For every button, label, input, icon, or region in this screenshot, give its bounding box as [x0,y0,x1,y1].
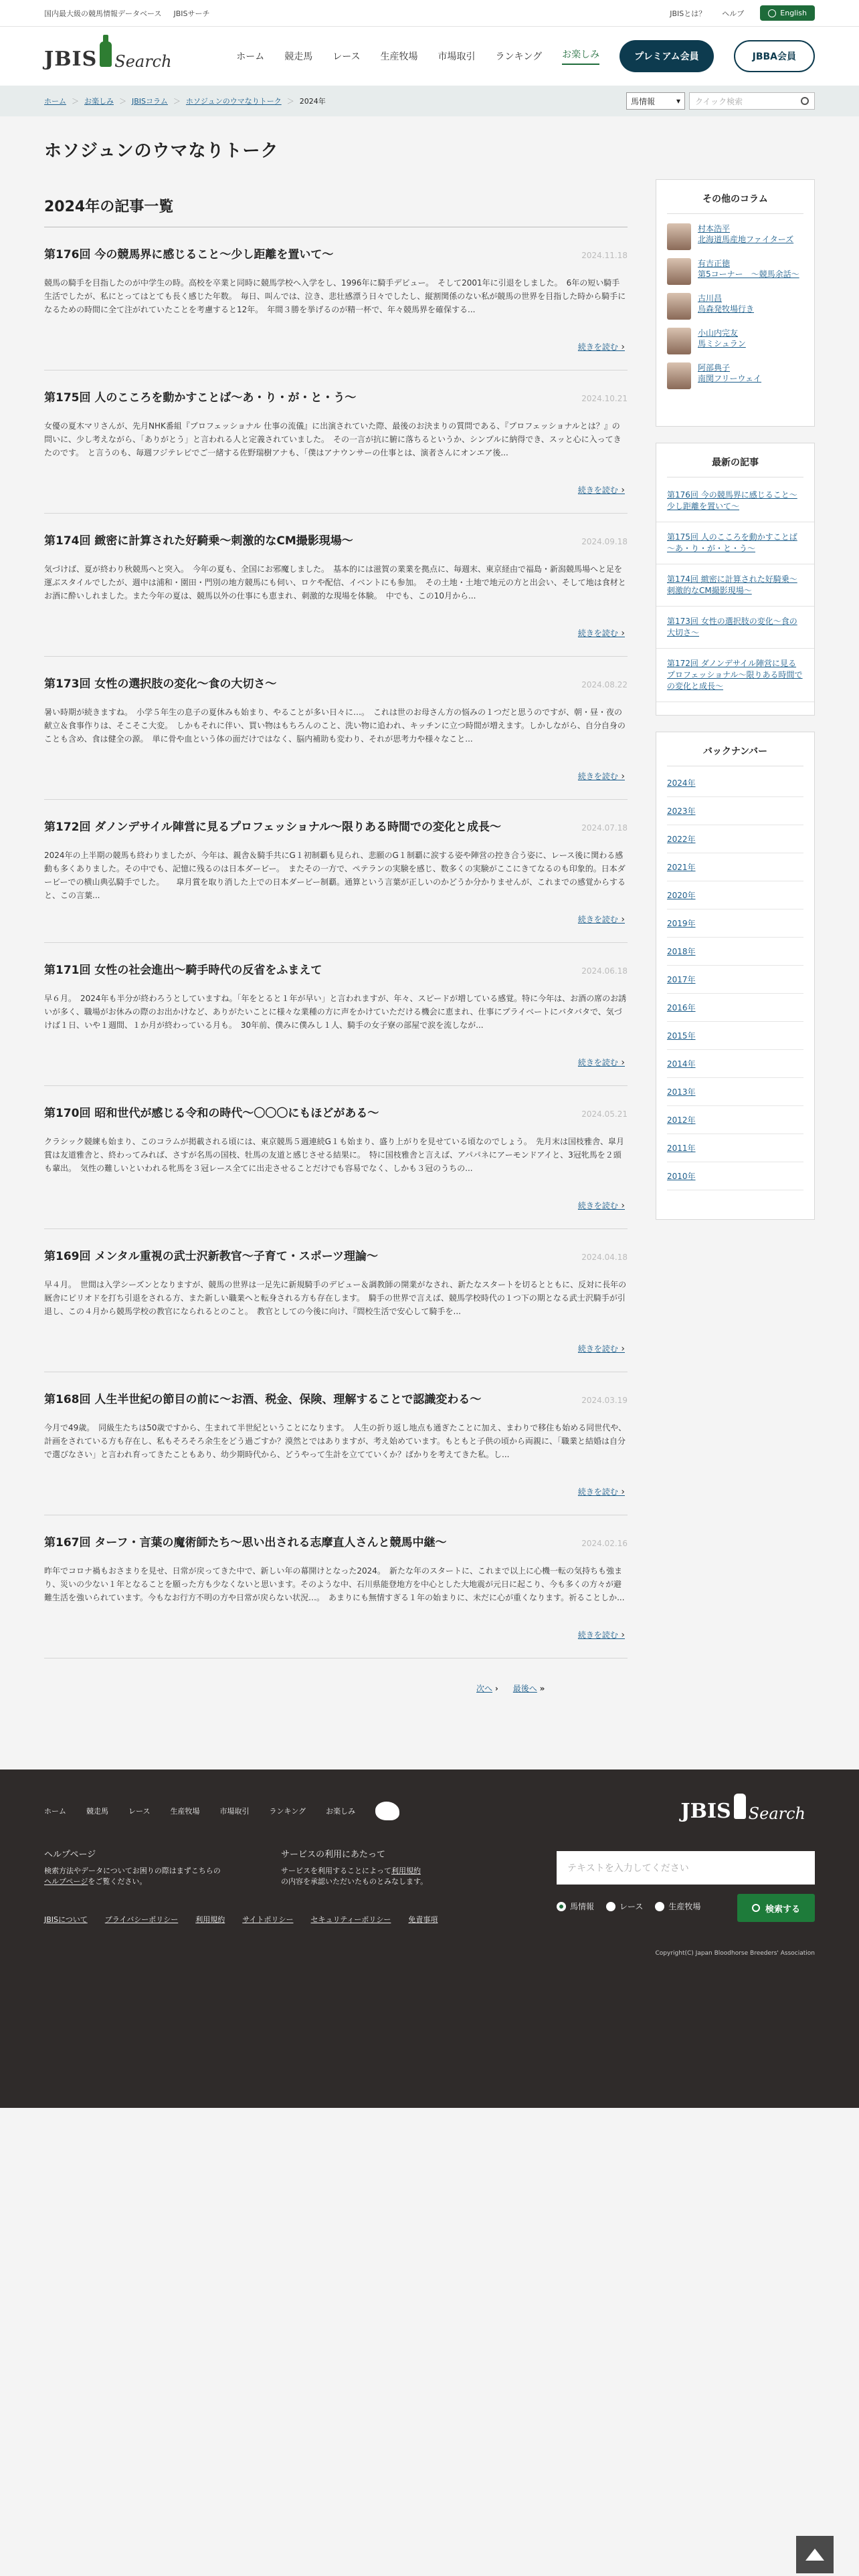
nav-farms[interactable]: 生産牧場 [380,51,418,62]
footer-nav-ranking[interactable]: ランキング [269,1807,306,1816]
footer-link-disclaimer[interactable]: 免責事項 [408,1915,438,1924]
footer-notice-title: サービスの利用にあたって [281,1850,386,1860]
pager-last[interactable]: 最後へ » [512,1684,545,1693]
article-excerpt: 早４月。 世間は入学シーズンとなりますが、競馬の世界は一足先に新規騎手のデビュー＆調教師の開業がなされ、新たなスタートを切るとともに、反対に長年の厩舎にピリオドを打ち引退をされる方、また新しい職業へと転身される方も存在します。 騎手の世界で言えば、競馬学校時代の１つ下の期となる武士沢騎手が引退し、この４月から競馬学校の教官になられるとのこと。 教官としての今後に向け、『間校生活で安心して騎手を... [44,1280,627,1316]
article-title[interactable]: 第173回 女性の選択肢の変化～食の大切さ～ [44,677,277,691]
article-date: 2024.08.22 [581,680,628,689]
footer-help-title: ヘルプページ [44,1850,96,1860]
read-more-link[interactable]: 続きを読む › [578,1200,625,1211]
read-more-link[interactable]: 続きを読む › [578,484,625,496]
site-logo[interactable] [44,41,172,71]
read-more-link[interactable]: 続きを読む › [578,1486,625,1497]
nav-fun[interactable]: お楽しみ [562,47,599,65]
backnumber-year-link[interactable]: 2011年 [667,1134,803,1162]
column-item[interactable] [656,324,814,358]
footer-nav-home[interactable]: ホーム [44,1807,66,1816]
backnumber-title: バックナンバー [667,732,803,766]
twitter-icon[interactable] [375,1802,399,1820]
article-item [44,943,628,1086]
article-date: 2024.05.21 [581,1109,628,1119]
backnumber-box [656,732,815,1220]
pagination [476,1683,545,1694]
article-excerpt: クラシック競練も始まり、このコラムが掲載される頃には、東京競馬５週連続G１も始まり、盛り上がりを見せている頃なのでしょう。 先月末は国枝雅舎、皐月賞は友道雅舎と、終わってみれば、さすが名馬の国枝、牡馬の友道と感じさせる結果に。 特に国枝雅舎と言えば、アパパネにアーモンドアイと、3冠牝馬を２頭も輩出。 気性の難しいといわれる牝馬を３冠レース全てに出走させることだけでも容易でなく、しかも３冠のうちの... [44,1137,624,1173]
crumb-column[interactable]: JBISコラム [132,97,168,106]
backnumber-year-link[interactable]: 2020年 [667,881,803,909]
article-title[interactable]: 第167回 ターフ・言葉の魔術師たち～思い出される志摩直人さんと競馬中継～ [44,1536,447,1549]
radio-race[interactable]: レース [606,1901,643,1912]
bottle-icon [734,1794,746,1819]
footer-notice: サービスの利用にあたって サービスを利用することによって利用規約 の内容を承認いただいたものとみなします。 [281,1850,482,1887]
footer-help-link[interactable]: ヘルプページ [44,1877,88,1886]
globe-icon [768,9,776,17]
column-item[interactable] [656,358,814,393]
nav-market[interactable]: 市場取引 [438,51,476,62]
pager-next[interactable]: 次へ › [476,1684,498,1693]
article-item [44,370,628,514]
logo-main: JBIS [44,47,98,71]
column-title[interactable]: 烏森発牧場行き [698,304,755,314]
latest-article-link[interactable]: 第176回 今の競馬界に感じること～少し距離を置いて～ [656,480,814,522]
read-more-link[interactable]: 続きを読む › [578,627,625,639]
article-title[interactable]: 第169回 メンタル重視の武士沢新教官～子育て・スポーツ理論～ [44,1250,379,1263]
logo-sub: Search [114,52,172,71]
footer [0,1769,859,2108]
article-excerpt: 2024年の上半期の競馬も終わりましたが、今年は、親舎＆騎手共にG１初制覇も見られ、悲願のG１制覇に涙する姿や陣営の控き合う姿に、レース後に関わる感動も多くありました。その中でも、記憶に残るのは日本ダービー。 またその一方で、ペテランの実験を感じ、数多くの実験がここにきてなるのも印象的。日本ダービーでの横山典弘騎手でした。 皐月賞を取り消した上での日本ダービー制覇。通算という言葉が正しいのかどうか分かりませんが、これまでの感覚からすると、この言葉... [44,851,626,900]
arrow-up-icon [805,2549,824,2561]
latest-article-link[interactable]: 第173回 女性の選択肢の変化～食の大切さ～ [656,607,814,649]
help-link[interactable]: ヘルプ [722,9,745,18]
article-date: 2024.02.16 [581,1539,628,1548]
premium-member-button[interactable]: プレミアム会員 [619,40,713,72]
footer-nav-fun[interactable]: お楽しみ [326,1807,356,1816]
article-item [44,1229,628,1372]
latest-article-link[interactable]: 第172回 ダノンデサイル陣営に見るプロフェッショナル～限りある時間での変化と成長～ [656,649,814,702]
search-icon[interactable] [801,97,809,105]
article-title[interactable]: 第176回 今の競馬界に感じること～少し距離を置いて～ [44,248,334,261]
bottle-icon [100,41,112,67]
article-item [44,1372,628,1515]
footer-link-site-policy[interactable]: サイトポリシー [242,1915,294,1924]
backnumber-year-link[interactable]: 2022年 [667,825,803,853]
crumb-fun[interactable]: お楽しみ [84,97,114,106]
article-excerpt: 暑い時期が続きますね。 小学５年生の息子の夏休みも始まり、やることが多い日々に…。 これは世のお母さん方の悩みの１つだと思うのですが、朝・昼・夜の献立＆食事作りは、そこそこ大変。 しかもそれに伴い、買い物はもちろんのこと、洗い物に追われ、キッチンに立つ時間が増えます。しかしながら、自分自身のことも含め、食は健全の源。 単に骨や血という体の面だけではなく、脳内補助も変わり、それが思考力や様々なこと... [44,708,626,744]
backnumber-year-link[interactable]: 2014年 [667,1050,803,1078]
footer-search-input[interactable] [557,1851,815,1885]
latest-title: 最新の記事 [667,443,803,477]
english-button[interactable] [760,5,815,21]
article-item [44,227,628,370]
back-to-top-button[interactable] [796,2536,834,2573]
article-excerpt: 競馬の騎手を目指したのが中学生の時。高校を卒業と同時に競馬学校へ入学をし、1996年に騎手デビュー。 そして2001年に引退をしました。 6年の短い騎手生活でしたが、私にとってはとても長く感じた年数。 毎日、叫んでは、泣き、悲壮感漂う日々でしたし、縦割関係のない私が競馬の世界を目指した時から騎手になるための時間に全て注がれていたことを考慮すると12年。 年間３勝を挙げるのが精一杯で、年々競馬界を確保する... [44,278,626,314]
nav-ranking[interactable]: ランキング [495,51,543,62]
footer-links [44,1914,438,1925]
section-title: 2024年の記事一覧 [44,195,628,227]
top-bar [0,0,859,27]
article-date: 2024.07.18 [581,823,628,833]
column-author[interactable]: 小山内完友 [698,328,739,338]
footer-link-terms[interactable]: 利用規約 [195,1915,225,1924]
article-item [44,657,628,800]
radio-horse[interactable]: 馬情報 [557,1901,594,1912]
footer-link-about[interactable]: JBISについて [44,1915,88,1924]
latest-article-link[interactable]: 第175回 人のこころを動かすことば～あ・り・が・と・う～ [656,522,814,564]
avatar [667,293,691,320]
article-date: 2024.11.18 [581,251,628,260]
footer-terms-link[interactable]: 利用規約 [391,1866,421,1875]
search-icon [752,1904,760,1912]
backnumber-year-link[interactable]: 2019年 [667,909,803,938]
article-excerpt: 早６月。 2024年も半分が終わろうとしていますね。「年をとると１年が早い」と言われますが、年々、スピードが増している感覚。特に今年は、お酒の席のお誘いが多く、職場がお休みの際のお出かけなど、ありがたいことに様々な業種の方に声をかけていただける機会に恵まれ、仕事にプライベートにバタバタで、気づけば１日、いや１週間、１か月が終わっている月も。 30年前、僕みに僕みし１人、騎手の女子寮の部屋で涙を流しなが... [44,994,627,1030]
radio-dot [557,1902,566,1911]
backnumber-year-link[interactable]: 2021年 [667,853,803,881]
backnumber-year-link[interactable]: 2018年 [667,938,803,966]
footer-search-button[interactable]: 検索する [737,1894,815,1922]
crumb-home[interactable]: ホーム [44,97,66,106]
column-title[interactable]: 第5コーナー ～競馬余話～ [698,270,799,279]
article-date: 2024.06.18 [581,966,628,976]
backnumber-year-link[interactable]: 2012年 [667,1106,803,1134]
chevron-down-icon: ▾ [676,96,680,106]
column-author[interactable]: 有吉正徳 [698,259,731,268]
footer-link-privacy[interactable]: プライバシーポリシー [104,1915,179,1924]
article-date: 2024.04.18 [581,1253,628,1262]
footer-logo[interactable] [680,1794,805,1823]
breadcrumb-bar [0,86,859,116]
article-title[interactable]: 第170回 昭和世代が感じる令和の時代～〇〇〇にもほどがある～ [44,1107,379,1120]
article-date: 2024.03.19 [581,1396,628,1405]
avatar [667,362,691,389]
article-excerpt: 今月で49歳。 同級生たちは50歳ですから、生まれて半世紀ということになります。 人生の折り返し地点も通ぎたことに加え、まわりで移住も始める同世代や、計画をされている方も存在し、私もそろそろ余生をどう過ごすか？漠然とではありますが、考え始めています。もともと子供の頃から両親に、「職業と結婚は自分で選びなさい」と言われ育ってきたこともあり、幼少期時代から、どうやって生計を立てていくか？ばかりを考えてきた私。し... [44,1423,627,1459]
article-list [44,195,628,1658]
radio-farm[interactable]: 生産牧場 [655,1901,700,1912]
footer-logo-sub: Search [748,1804,805,1823]
footer-search-radios [557,1901,700,1912]
about-link[interactable]: JBISとは？ [670,9,706,18]
column-title[interactable]: 北海道馬産地ファイターズ [698,235,794,244]
crumb-series[interactable]: ホソジュンのウマなりトーク [185,97,282,106]
read-more-link[interactable]: 続きを読む › [578,914,625,925]
footer-search-placeholder: テキストを入力してください [567,1863,689,1874]
backnumber-year-link[interactable]: 2015年 [667,1022,803,1050]
footer-nav-market[interactable]: 市場取引 [219,1807,250,1816]
footer-nav-farms[interactable]: 生産牧場 [170,1807,200,1816]
column-author[interactable]: 古川昌 [698,294,723,303]
backnumber-year-link[interactable]: 2024年 [667,769,803,797]
latest-articles-box [656,443,815,716]
quick-search-input[interactable] [689,92,815,110]
footer-nav [44,1802,399,1820]
quick-search-select[interactable] [626,92,685,110]
read-more-link[interactable]: 続きを読む › [578,1057,625,1068]
avatar [667,328,691,354]
nav-horses[interactable]: 競走馬 [284,51,313,62]
article-item [44,514,628,657]
quick-search-placeholder: クイック検索 [695,96,743,106]
footer-help: ヘルプページ 検索方法やデータについてお困りの際はまずこちらの ヘルプページをご覧ください。 [44,1850,258,1887]
avatar [667,258,691,285]
article-title[interactable]: 第174回 緻密に計算された好騎乗～刺激的なCM撮影現場～ [44,534,353,548]
backnumber-year-link[interactable]: 2010年 [667,1162,803,1190]
footer-nav-races[interactable]: レース [128,1807,151,1816]
column-title[interactable]: 南関フリーウェイ [698,374,762,383]
nav-home[interactable]: ホーム [236,51,265,62]
article-excerpt: 女優の夏木マリさんが、先月NHK番組『プロフェッショナル 仕事の流儀』に出演されていた際、最後のお決まりの質問である、『プロフェッショナルとは？』の問いに、少し考えながら、「ありがとう」と言われる人と定義されていました。 その一言が抗に腑に落ちるというか、シンプルに納得でき、スッと心に入ってきたのです。 と言うのも、毎週フジテレビでご一緒する佐野瑞樹アナも、「僕はアナウンサーの仕事とは、演者さんにオンエア後... [44,421,622,457]
backnumber-year-link[interactable]: 2013年 [667,1078,803,1106]
radio-dot [655,1902,664,1911]
column-item[interactable] [656,254,814,289]
nav-races[interactable]: レース [332,51,361,62]
global-nav [236,40,815,72]
english-label: English [780,9,807,17]
article-title[interactable]: 第172回 ダノンデサイル陣営に見るプロフェッショナル～限りある時間での変化と成長～ [44,821,501,834]
article-item [44,800,628,943]
backnumber-year-link[interactable]: 2016年 [667,994,803,1022]
article-title[interactable]: 第175回 人のこころを動かすことば～あ・り・が・と・う～ [44,391,357,405]
quick-search [626,92,815,110]
read-more-link[interactable]: 続きを読む › [578,770,625,782]
article-date: 2024.10.21 [581,394,628,403]
page-title: ホソジュンのウマなりトーク [44,141,279,161]
avatar [667,223,691,250]
other-columns-title: その他のコラム [667,180,803,214]
backnumber-year-link[interactable]: 2017年 [667,966,803,994]
jbba-member-button[interactable]: JBBA会員 [734,40,815,72]
read-more-link[interactable]: 続きを読む › [578,1343,625,1354]
copyright: Copyright(C) Japan Bloodhorse Breeders' Association [655,1950,815,1957]
crumb-current: 2024年 [299,97,326,106]
other-columns-box [656,179,815,427]
article-item [44,1086,628,1229]
article-excerpt: 気づけば、夏が終わり秋競馬へと突入。 今年の夏も、全国にお邪魔しました。 基本的には滋賀の業業を拠点に、毎週末、東京経由で福島・新潟競馬場へと足を運ぶスタイルでしたが、週中は浦和・園田・門別の地方競馬にも伺い、ロケや配信、イベントにも参加。 その土地・土地で地元の方と出会い、そして地は食材とお酒に酔いしれました。また今年の夏は、競馬以外の仕事にも恵まれ、刺激的な現場を体験。 中でも、この10月から... [44,564,626,601]
site-tagline: 国内最大級の競馬情報データベース [44,9,162,18]
header [0,27,859,86]
read-more-link[interactable]: 続きを読む › [578,341,625,352]
article-title[interactable]: 第168回 人生半世紀の節目の前に～お酒、税金、保険、理解することで認識変わる～ [44,1393,482,1406]
footer-logo-main: JBIS [680,1800,731,1823]
select-value: 馬情報 [631,96,656,106]
article-date: 2024.09.18 [581,537,628,546]
site-name: JBISサーチ [173,9,210,18]
footer-link-security[interactable]: セキュリティーポリシー [310,1915,391,1924]
article-title[interactable]: 第171回 女性の社会進出～騎手時代の反省をふまえて [44,964,322,977]
column-item[interactable] [656,289,814,324]
breadcrumb: ホーム ＞ お楽しみ ＞ JBISコラム ＞ ホソジュンのウマなりトーク ＞ 2024年 [44,97,326,106]
article-item [44,1515,628,1658]
footer-nav-horses[interactable]: 競走馬 [86,1807,108,1816]
read-more-link[interactable]: 続きを読む › [578,1629,625,1640]
column-title[interactable]: 馬ミシュラン [698,339,746,348]
column-item[interactable] [656,219,814,254]
column-author[interactable]: 阿部典子 [698,363,731,372]
backnumber-year-link[interactable]: 2023年 [667,797,803,825]
article-excerpt: 昨年でコロナ禍もおさまりを見せ、日常が戻ってきた中で、新しい年の幕開けとなった2024。 新たな年のスタートに、これまで以上に心機一転の気持ちも強まり、災いの少ない１年となることを願った方も少なくないと思います。そのような中、石川県能登地方を中心とした大地震が元日に起こり、今も多くの方々が避難生活を強いられています。今もなお行方不明の方や日常が戻らない状況…。 あまりにも無情すぎる１年の始まりに、未だに心が重くなります。祈ることしか... [44,1566,625,1602]
radio-dot [606,1902,615,1911]
latest-article-link[interactable]: 第174回 緻密に計算された好騎乗～刺激的なCM撮影現場～ [656,564,814,607]
column-author[interactable]: 村本浩平 [698,224,731,233]
